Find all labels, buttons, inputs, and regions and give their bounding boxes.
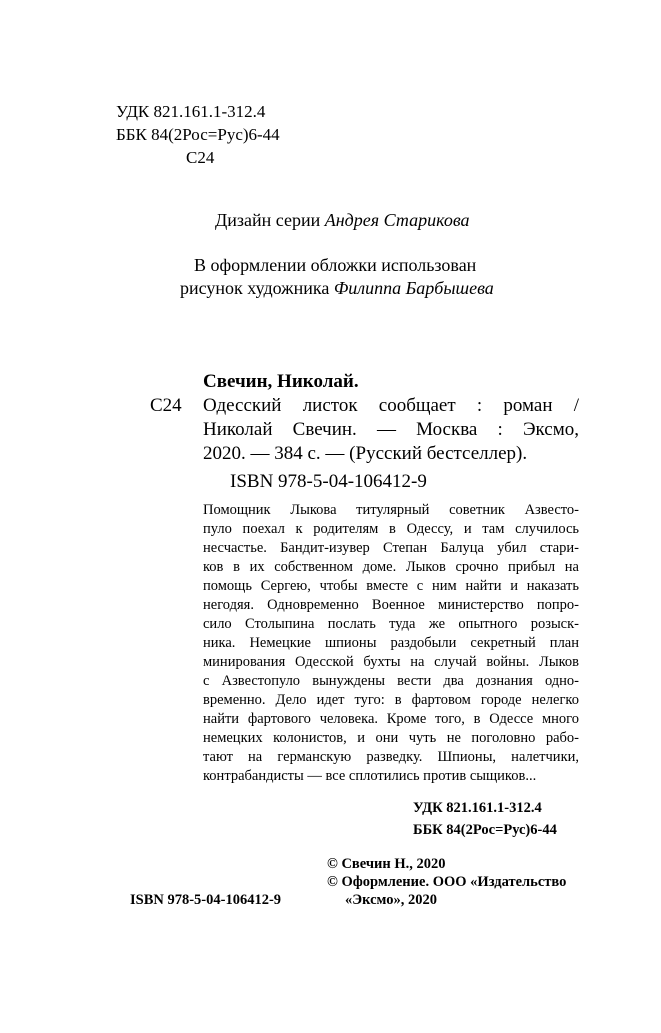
annotation-line: ков в их собственном доме. Лыков срочно прибыл на: [203, 559, 579, 575]
cover-credit-line1: В оформлении обложки использован: [194, 255, 477, 275]
copyright-author: © Свечин Н., 2020: [327, 856, 446, 872]
bbk-code: ББК 84(2Рос=Рус)6-44: [116, 125, 280, 144]
annotation-line: негодяя. Одновременно Военное министерство попро-: [203, 597, 579, 613]
footer-udk-code: УДК 821.161.1-312.4: [413, 800, 542, 816]
annotation-line: с Азвестопуло вынуждены вести два дознания одно-: [203, 673, 579, 689]
annotation-line: помощь Сергею, чтобы вместе с ним найти и наказать: [203, 578, 579, 594]
annotation-line: найти фартового человека. Кроме того, в Одессе много: [203, 711, 579, 727]
cover-credit-line2: [180, 279, 494, 297]
series-design-credit: [215, 211, 470, 229]
annotation-line: немецких колонистов, и они чуть не поголовно рабо-: [203, 730, 579, 746]
bib-description-line: Одесский листок сообщает : роман /: [203, 395, 579, 416]
author-mark: С24: [186, 148, 215, 167]
annotation-line: несчастье. Бандит-изувер Степан Балуца убил стари-: [203, 540, 579, 556]
annotation-line: ника. Немецкие шпионы раздобыли секретный план: [203, 635, 579, 651]
bib-isbn: ISBN 978-5-04-106412-9: [230, 471, 427, 492]
bib-description-line: 2020. — 384 с. — (Русский бестселлер).: [203, 443, 528, 464]
cover-credit-prefix: рисунок художника: [180, 278, 334, 298]
copyright-publisher: «Эксмо», 2020: [345, 892, 437, 908]
series-designer-name: Андрея Старикова: [324, 210, 470, 230]
annotation-line: тают на германскую разведку. Шпионы, налетчики,: [203, 749, 579, 765]
footer-bbk-code: ББК 84(2Рос=Рус)6-44: [413, 822, 557, 838]
series-design-prefix: Дизайн серии: [215, 210, 325, 230]
annotation-line: Помощник Лыкова титулярный советник Азвесто-: [203, 502, 579, 518]
annotation-line: сило Столыпина послать туда же опытного розыск-: [203, 616, 579, 632]
annotation-line: пуло поехал к родителям в Одессу, и там случилось: [203, 521, 579, 537]
udk-code: УДК 821.161.1-312.4: [116, 102, 266, 121]
copyright-isbn: ISBN 978-5-04-106412-9: [130, 892, 282, 908]
copyright-design: © Оформление. ООО «Издательство: [327, 874, 567, 890]
annotation-line: минирования Одесской бухты на случай войны. Лыков: [203, 654, 579, 670]
bib-description-line: Николай Свечин. — Москва : Эксмо,: [203, 419, 579, 440]
annotation-line: временно. Дело идет туго: в фартовом городе нелегко: [203, 692, 579, 708]
bib-mark: С24: [150, 395, 182, 416]
annotation-line: контрабандисты — все сплотились против сыщиков...: [203, 768, 537, 784]
cover-artist-name: Филиппа Барбышева: [333, 278, 494, 298]
author-heading: Свечин, Николай.: [203, 371, 359, 392]
